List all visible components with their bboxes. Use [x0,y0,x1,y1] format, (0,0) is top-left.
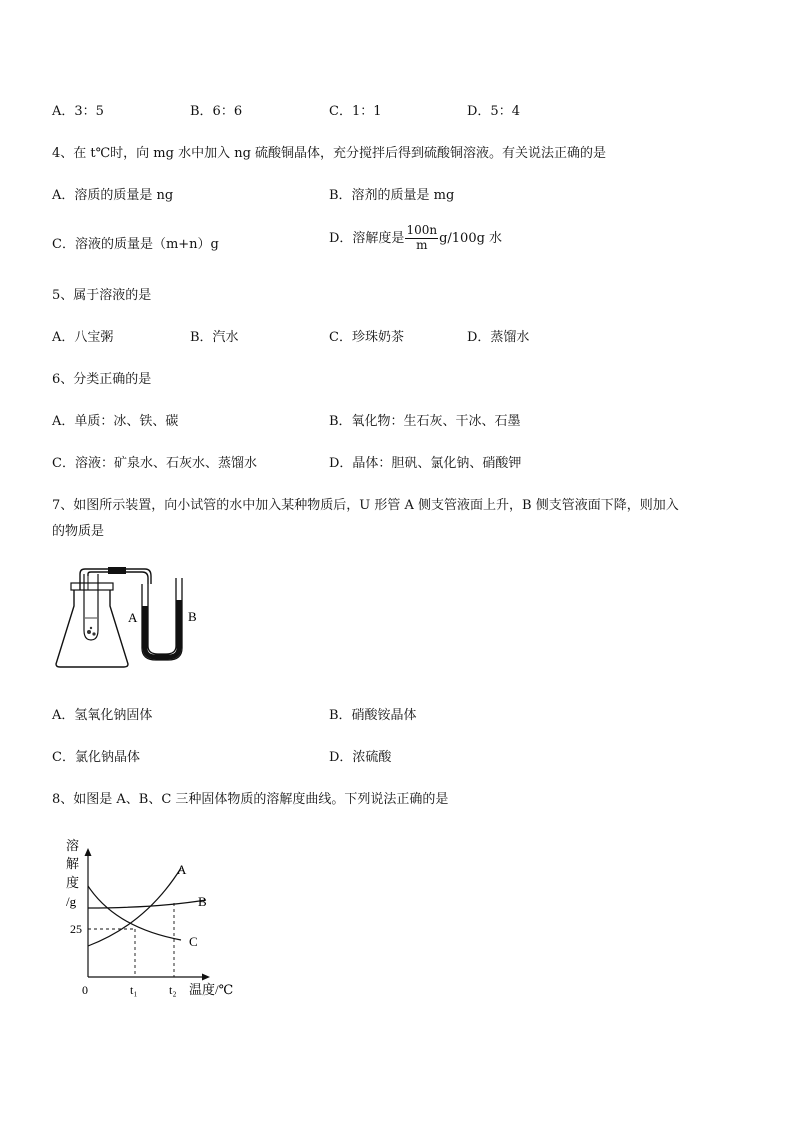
q5-option-a: A．八宝粥 [52,330,114,345]
q7-stem-line1: 7、如图所示装置，向小试管的水中加入某种物质后，U 形管 A 侧支管液面上升，B 侧支管液面下降，则加入 [52,498,679,513]
curve-c [88,886,181,940]
x-tick-t2: t₂ [169,983,177,997]
q5-option-c: C．珍珠奶茶 [329,330,404,345]
q5-stem: 5、属于溶液的是 [52,288,152,303]
q6-option-b: B．氧化物：生石灰、干冰、石墨 [329,414,521,429]
q3-option-b: B．6：6 [190,104,243,119]
origin-label: 0 [82,983,88,997]
q7-option-d: D．浓硫酸 [329,750,392,765]
q7-option-a: A．氢氧化钠固体 [52,708,153,723]
q4-stem: 4、在 t℃时，向 mg 水中加入 ng 硫酸铜晶体，充分搅拌后得到硫酸铜溶液。有关说法正确的是 [52,146,607,161]
q3-option-c: C．1：1 [329,104,382,119]
q6-option-d: D．晶体：胆矾、氯化钠、硝酸钾 [329,456,522,471]
rubber-joint-icon [108,567,126,574]
q6-stem: 6、分类正确的是 [52,372,152,387]
q6-option-a: A．单质：冰、铁、碳 [52,414,179,429]
x-axis-arrow-icon [202,974,210,981]
q4-option-a: A．溶质的质量是 ng [52,188,174,203]
y-axis-label-char: 溶 [66,838,80,853]
label-a: A [128,610,138,625]
q3-option-d: D．5：4 [467,104,520,119]
y-axis-label-char: 解 [66,856,80,871]
u-tube-inner [148,578,176,654]
q6-option-c: C．溶液：矿泉水、石灰水、蒸馏水 [52,456,257,471]
solid-particle [87,630,91,634]
q4-fraction [405,224,438,253]
q4-option-d-suffix: g/100g 水 [439,230,503,246]
stopper-icon [71,583,113,590]
y-tick-25: 25 [70,922,82,936]
series-label-c: C [189,934,198,949]
q4-option-c: C．溶液的质量是（m+n）g [52,237,219,252]
x-tick-t1: t₁ [130,983,138,997]
label-b: B [188,609,197,624]
q5-option-d: D．蒸馏水 [467,330,530,345]
y-axis-label-char: 度 [66,875,80,890]
q5-option-b: B．汽水 [190,330,239,345]
series-label-a: A [177,862,187,877]
series-label-b: B [198,894,207,909]
q8-stem: 8、如图是 A、B、C 三种固体物质的溶解度曲线。下列说法正确的是 [52,792,449,807]
q4-option-b: B．溶剂的质量是 mg [329,188,455,203]
fraction-numerator: 100n [406,223,438,237]
q3-option-a: A．3：5 [52,104,104,119]
q4-option-d-prefix: D．溶解度是 [329,230,405,246]
q7-stem-line2: 的物质是 [52,524,105,539]
x-axis-label: 温度/℃ [189,982,234,997]
q8-solubility-chart [56,836,246,1002]
q7-apparatus-figure [50,566,210,672]
q7-option-b: B．硝酸铵晶体 [329,708,417,723]
solid-particle [92,632,95,635]
solid-particle [90,627,92,629]
y-axis-label-char: /g [66,894,77,909]
u-tube-liquid [145,600,179,657]
q4-option-d [329,224,502,253]
fraction-denominator: m [416,237,428,252]
y-axis-arrow-icon [85,848,92,856]
flask-icon [56,584,128,667]
q7-option-c: C．氯化钠晶体 [52,750,140,765]
